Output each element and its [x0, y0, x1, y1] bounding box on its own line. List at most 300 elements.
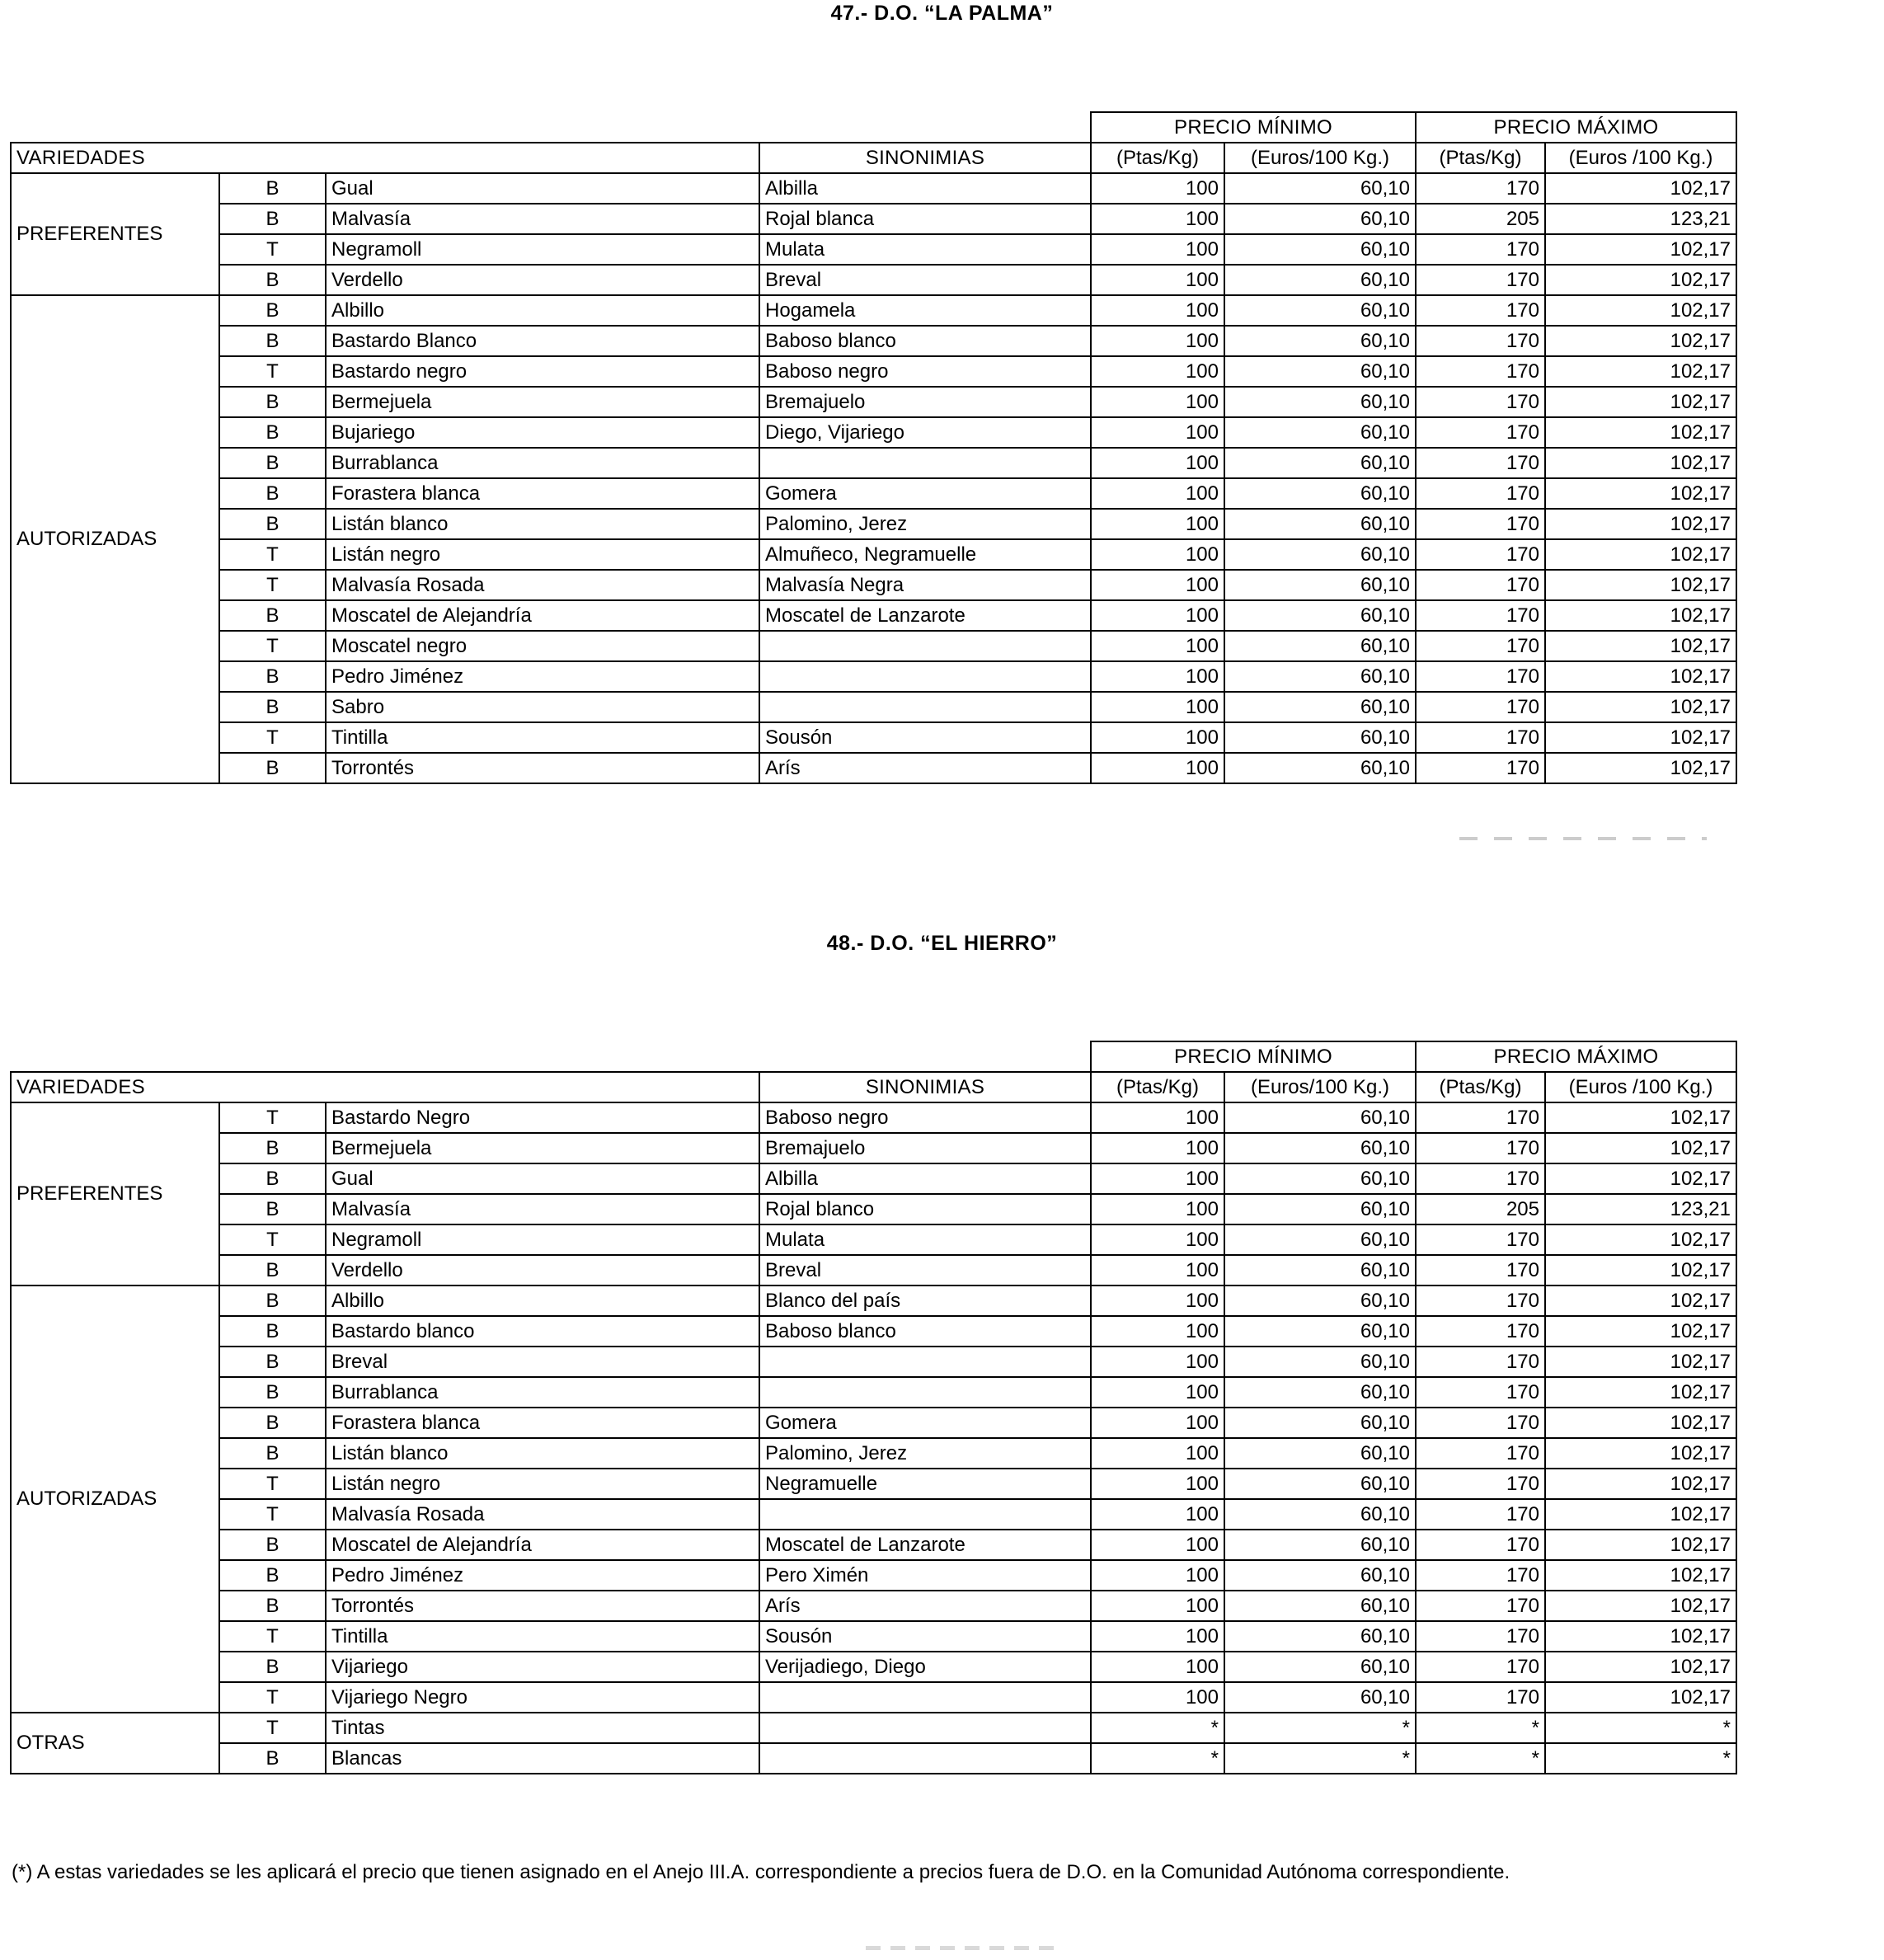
variety-synonym-cell: Arís — [759, 1591, 1091, 1621]
variety-type-cell: B — [219, 448, 326, 478]
min-price-ptas-cell: 100 — [1091, 1316, 1224, 1347]
min-price-ptas-cell: 100 — [1091, 1499, 1224, 1530]
min-price-euros-cell: 60,10 — [1224, 753, 1416, 783]
min-price-euros-cell: 60,10 — [1224, 265, 1416, 295]
table-2-column-header-row — [11, 1072, 1736, 1102]
max-price-ptas-cell: 170 — [1416, 356, 1545, 387]
table-row — [11, 356, 1736, 387]
variety-category-cell: AUTORIZADAS — [11, 1286, 219, 1713]
table-row — [11, 1713, 1736, 1743]
variety-name-cell: Torrontés — [326, 753, 759, 783]
variety-type-cell: T — [219, 1469, 326, 1499]
max-price-ptas-cell: 170 — [1416, 478, 1545, 509]
table-row — [11, 722, 1736, 753]
variety-type-cell: B — [219, 1408, 326, 1438]
min-price-euros-cell: 60,10 — [1224, 234, 1416, 265]
max-price-euros-cell: 102,17 — [1545, 1133, 1736, 1163]
min-price-ptas-cell: 100 — [1091, 1469, 1224, 1499]
max-price-euros-cell: 102,17 — [1545, 1224, 1736, 1255]
header-precio-maximo: PRECIO MÁXIMO — [1416, 112, 1736, 143]
max-price-euros-cell: 102,17 — [1545, 417, 1736, 448]
table-row — [11, 173, 1736, 204]
max-price-euros-cell: 123,21 — [1545, 1194, 1736, 1224]
max-price-euros-cell: 102,17 — [1545, 1163, 1736, 1194]
variety-name-cell: Breval — [326, 1347, 759, 1377]
variety-type-cell: B — [219, 1194, 326, 1224]
header-max-euros: (Euros /100 Kg.) — [1545, 1072, 1736, 1102]
variety-synonym-cell: Sousón — [759, 722, 1091, 753]
max-price-euros-cell: 102,17 — [1545, 326, 1736, 356]
variety-synonym-cell — [759, 448, 1091, 478]
table-row — [11, 1682, 1736, 1713]
max-price-euros-cell: 102,17 — [1545, 1347, 1736, 1377]
max-price-euros-cell: 102,17 — [1545, 753, 1736, 783]
table-row — [11, 1163, 1736, 1194]
table-row — [11, 1652, 1736, 1682]
variety-category-cell: PREFERENTES — [11, 173, 219, 295]
min-price-euros-cell: 60,10 — [1224, 1621, 1416, 1652]
min-price-ptas-cell: 100 — [1091, 1102, 1224, 1133]
max-price-euros-cell: 123,21 — [1545, 204, 1736, 234]
min-price-ptas-cell: 100 — [1091, 1621, 1224, 1652]
min-price-ptas-cell: 100 — [1091, 661, 1224, 692]
variety-name-cell: Verdello — [326, 1255, 759, 1286]
min-price-ptas-cell: 100 — [1091, 539, 1224, 570]
min-price-euros-cell: 60,10 — [1224, 1194, 1416, 1224]
max-price-ptas-cell: 170 — [1416, 387, 1545, 417]
max-price-euros-cell: * — [1545, 1743, 1736, 1774]
variety-type-cell: B — [219, 661, 326, 692]
price-table-el-hierro — [10, 1041, 1737, 1774]
max-price-euros-cell: 102,17 — [1545, 1286, 1736, 1316]
table-row — [11, 1499, 1736, 1530]
table-row — [11, 448, 1736, 478]
min-price-ptas-cell: 100 — [1091, 1652, 1224, 1682]
max-price-euros-cell: 102,17 — [1545, 448, 1736, 478]
variety-name-cell: Blancas — [326, 1743, 759, 1774]
min-price-euros-cell: 60,10 — [1224, 1316, 1416, 1347]
min-price-ptas-cell: 100 — [1091, 204, 1224, 234]
min-price-ptas-cell: 100 — [1091, 1194, 1224, 1224]
max-price-euros-cell: 102,17 — [1545, 1652, 1736, 1682]
scan-artifact — [1459, 837, 1707, 840]
max-price-ptas-cell: 170 — [1416, 1560, 1545, 1591]
variety-type-cell: B — [219, 1347, 326, 1377]
spacer-cell — [11, 112, 219, 143]
table-row — [11, 1621, 1736, 1652]
table-row — [11, 387, 1736, 417]
table-row — [11, 1438, 1736, 1469]
table-1-head — [11, 112, 1736, 173]
variety-name-cell: Sabro — [326, 692, 759, 722]
min-price-euros-cell: 60,10 — [1224, 1286, 1416, 1316]
variety-type-cell: B — [219, 1438, 326, 1469]
min-price-ptas-cell: 100 — [1091, 234, 1224, 265]
variety-synonym-cell — [759, 1682, 1091, 1713]
min-price-euros-cell: 60,10 — [1224, 1652, 1416, 1682]
variety-synonym-cell: Baboso negro — [759, 356, 1091, 387]
spacer-cell — [11, 1041, 219, 1072]
max-price-ptas-cell: 170 — [1416, 1682, 1545, 1713]
min-price-ptas-cell: 100 — [1091, 1438, 1224, 1469]
variety-name-cell: Tintas — [326, 1713, 759, 1743]
min-price-euros-cell: 60,10 — [1224, 1163, 1416, 1194]
max-price-euros-cell: 102,17 — [1545, 295, 1736, 326]
variety-name-cell: Torrontés — [326, 1591, 759, 1621]
table-row — [11, 509, 1736, 539]
variety-type-cell: T — [219, 1682, 326, 1713]
max-price-euros-cell: 102,17 — [1545, 1255, 1736, 1286]
variety-type-cell: B — [219, 509, 326, 539]
max-price-euros-cell: 102,17 — [1545, 478, 1736, 509]
max-price-euros-cell: 102,17 — [1545, 631, 1736, 661]
variety-name-cell: Listán negro — [326, 539, 759, 570]
max-price-euros-cell: 102,17 — [1545, 387, 1736, 417]
max-price-euros-cell: 102,17 — [1545, 1530, 1736, 1560]
spacer-cell — [326, 112, 759, 143]
variety-type-cell: B — [219, 1530, 326, 1560]
max-price-euros-cell: 102,17 — [1545, 1408, 1736, 1438]
max-price-ptas-cell: 170 — [1416, 417, 1545, 448]
table-1-title: 47.- D.O. “LA PALMA” — [830, 2, 1054, 25]
max-price-euros-cell: 102,17 — [1545, 570, 1736, 600]
min-price-ptas-cell: 100 — [1091, 1591, 1224, 1621]
max-price-ptas-cell: 170 — [1416, 1224, 1545, 1255]
max-price-euros-cell: 102,17 — [1545, 1682, 1736, 1713]
min-price-euros-cell: 60,10 — [1224, 1347, 1416, 1377]
min-price-euros-cell: 60,10 — [1224, 173, 1416, 204]
variety-name-cell: Listán blanco — [326, 1438, 759, 1469]
variety-category-cell: PREFERENTES — [11, 1102, 219, 1286]
variety-name-cell: Albillo — [326, 295, 759, 326]
variety-synonym-cell: Palomino, Jerez — [759, 1438, 1091, 1469]
min-price-ptas-cell: 100 — [1091, 387, 1224, 417]
variety-synonym-cell: Moscatel de Lanzarote — [759, 600, 1091, 631]
variety-synonym-cell: Baboso blanco — [759, 1316, 1091, 1347]
max-price-euros-cell: 102,17 — [1545, 356, 1736, 387]
min-price-ptas-cell: 100 — [1091, 417, 1224, 448]
variety-synonym-cell: Verijadiego, Diego — [759, 1652, 1091, 1682]
variety-type-cell: B — [219, 1286, 326, 1316]
min-price-ptas-cell: * — [1091, 1713, 1224, 1743]
min-price-euros-cell: 60,10 — [1224, 295, 1416, 326]
header-variedades: VARIEDADES — [11, 143, 759, 173]
max-price-ptas-cell: * — [1416, 1743, 1545, 1774]
min-price-euros-cell: 60,10 — [1224, 600, 1416, 631]
variety-synonym-cell: Hogamela — [759, 295, 1091, 326]
variety-synonym-cell: Bremajuelo — [759, 387, 1091, 417]
min-price-euros-cell: 60,10 — [1224, 417, 1416, 448]
variety-name-cell: Bastardo blanco — [326, 1316, 759, 1347]
variety-type-cell: B — [219, 1316, 326, 1347]
min-price-ptas-cell: 100 — [1091, 356, 1224, 387]
min-price-euros-cell: 60,10 — [1224, 539, 1416, 570]
header-sinonimias: SINONIMIAS — [759, 143, 1091, 173]
variety-name-cell: Listán blanco — [326, 509, 759, 539]
variety-synonym-cell: Rojal blanca — [759, 204, 1091, 234]
variety-type-cell: B — [219, 1163, 326, 1194]
variety-name-cell: Verdello — [326, 265, 759, 295]
variety-synonym-cell — [759, 661, 1091, 692]
table-2-group-header-row — [11, 1041, 1736, 1072]
table-row — [11, 1743, 1736, 1774]
max-price-ptas-cell: 170 — [1416, 753, 1545, 783]
scan-artifact — [866, 1946, 1055, 1950]
max-price-ptas-cell: 205 — [1416, 1194, 1545, 1224]
table-row — [11, 326, 1736, 356]
min-price-euros-cell: 60,10 — [1224, 1682, 1416, 1713]
variety-type-cell: T — [219, 570, 326, 600]
min-price-euros-cell: 60,10 — [1224, 661, 1416, 692]
variety-name-cell: Malvasía Rosada — [326, 570, 759, 600]
variety-synonym-cell: Baboso negro — [759, 1102, 1091, 1133]
variety-type-cell: T — [219, 722, 326, 753]
table-row — [11, 1316, 1736, 1347]
variety-type-cell: T — [219, 1713, 326, 1743]
min-price-euros-cell: 60,10 — [1224, 1102, 1416, 1133]
min-price-ptas-cell: 100 — [1091, 448, 1224, 478]
variety-name-cell: Bujariego — [326, 417, 759, 448]
min-price-euros-cell: 60,10 — [1224, 1408, 1416, 1438]
max-price-ptas-cell: 170 — [1416, 1621, 1545, 1652]
min-price-euros-cell: 60,10 — [1224, 1133, 1416, 1163]
max-price-euros-cell: 102,17 — [1545, 1102, 1736, 1133]
price-table-la-palma — [10, 111, 1737, 784]
variety-synonym-cell: Diego, Vijariego — [759, 417, 1091, 448]
table-row — [11, 417, 1736, 448]
variety-synonym-cell: Moscatel de Lanzarote — [759, 1530, 1091, 1560]
variety-synonym-cell: Palomino, Jerez — [759, 509, 1091, 539]
table-1-body — [11, 173, 1736, 783]
table-row — [11, 295, 1736, 326]
table-row — [11, 539, 1736, 570]
variety-name-cell: Bermejuela — [326, 1133, 759, 1163]
max-price-ptas-cell: 170 — [1416, 539, 1545, 570]
table-1-column-header-row — [11, 143, 1736, 173]
variety-name-cell: Malvasía — [326, 1194, 759, 1224]
header-min-ptas: (Ptas/Kg) — [1091, 1072, 1224, 1102]
variety-type-cell: B — [219, 417, 326, 448]
table-row — [11, 1560, 1736, 1591]
spacer-cell — [219, 1041, 326, 1072]
variety-type-cell: B — [219, 1743, 326, 1774]
variety-type-cell: B — [219, 204, 326, 234]
max-price-euros-cell: 102,17 — [1545, 1499, 1736, 1530]
variety-name-cell: Bermejuela — [326, 387, 759, 417]
min-price-euros-cell: 60,10 — [1224, 1377, 1416, 1408]
variety-type-cell: B — [219, 387, 326, 417]
header-min-euros: (Euros/100 Kg.) — [1224, 143, 1416, 173]
max-price-euros-cell: 102,17 — [1545, 1560, 1736, 1591]
variety-synonym-cell: Arís — [759, 753, 1091, 783]
min-price-euros-cell: 60,10 — [1224, 722, 1416, 753]
header-sinonimias: SINONIMIAS — [759, 1072, 1091, 1102]
variety-synonym-cell: Mulata — [759, 1224, 1091, 1255]
min-price-ptas-cell: * — [1091, 1743, 1224, 1774]
variety-synonym-cell: Gomera — [759, 1408, 1091, 1438]
header-min-ptas: (Ptas/Kg) — [1091, 143, 1224, 173]
min-price-euros-cell: * — [1224, 1713, 1416, 1743]
variety-name-cell: Moscatel negro — [326, 631, 759, 661]
min-price-euros-cell: 60,10 — [1224, 570, 1416, 600]
max-price-euros-cell: 102,17 — [1545, 661, 1736, 692]
table-row — [11, 600, 1736, 631]
variety-type-cell: B — [219, 692, 326, 722]
variety-synonym-cell: Breval — [759, 1255, 1091, 1286]
variety-type-cell: B — [219, 265, 326, 295]
min-price-euros-cell: * — [1224, 1743, 1416, 1774]
variety-synonym-cell: Blanco del país — [759, 1286, 1091, 1316]
header-max-euros: (Euros /100 Kg.) — [1545, 143, 1736, 173]
min-price-euros-cell: 60,10 — [1224, 1530, 1416, 1560]
min-price-euros-cell: 60,10 — [1224, 1499, 1416, 1530]
max-price-euros-cell: 102,17 — [1545, 722, 1736, 753]
table-row — [11, 1347, 1736, 1377]
max-price-euros-cell: 102,17 — [1545, 1591, 1736, 1621]
max-price-ptas-cell: 170 — [1416, 600, 1545, 631]
max-price-ptas-cell: 170 — [1416, 295, 1545, 326]
min-price-ptas-cell: 100 — [1091, 1133, 1224, 1163]
table-row — [11, 1255, 1736, 1286]
min-price-ptas-cell: 100 — [1091, 600, 1224, 631]
max-price-ptas-cell: 170 — [1416, 1163, 1545, 1194]
max-price-euros-cell: 102,17 — [1545, 1438, 1736, 1469]
variety-name-cell: Burrablanca — [326, 448, 759, 478]
min-price-ptas-cell: 100 — [1091, 1408, 1224, 1438]
variety-type-cell: B — [219, 1591, 326, 1621]
header-precio-minimo: PRECIO MÍNIMO — [1091, 1041, 1416, 1072]
min-price-ptas-cell: 100 — [1091, 173, 1224, 204]
variety-name-cell: Bastardo negro — [326, 356, 759, 387]
max-price-ptas-cell: 170 — [1416, 1133, 1545, 1163]
variety-synonym-cell — [759, 1743, 1091, 1774]
max-price-ptas-cell: 170 — [1416, 234, 1545, 265]
min-price-ptas-cell: 100 — [1091, 570, 1224, 600]
header-precio-maximo: PRECIO MÁXIMO — [1416, 1041, 1736, 1072]
header-max-ptas: (Ptas/Kg) — [1416, 143, 1545, 173]
min-price-euros-cell: 60,10 — [1224, 204, 1416, 234]
max-price-euros-cell: 102,17 — [1545, 1621, 1736, 1652]
max-price-euros-cell: 102,17 — [1545, 509, 1736, 539]
variety-type-cell: T — [219, 1621, 326, 1652]
max-price-ptas-cell: 170 — [1416, 1286, 1545, 1316]
variety-type-cell: B — [219, 600, 326, 631]
max-price-euros-cell: 102,17 — [1545, 1316, 1736, 1347]
max-price-ptas-cell: 170 — [1416, 1102, 1545, 1133]
min-price-euros-cell: 60,10 — [1224, 1560, 1416, 1591]
variety-synonym-cell — [759, 1499, 1091, 1530]
min-price-ptas-cell: 100 — [1091, 1377, 1224, 1408]
variety-synonym-cell: Albilla — [759, 1163, 1091, 1194]
max-price-ptas-cell: 170 — [1416, 1255, 1545, 1286]
header-max-ptas: (Ptas/Kg) — [1416, 1072, 1545, 1102]
min-price-euros-cell: 60,10 — [1224, 631, 1416, 661]
variety-type-cell: B — [219, 295, 326, 326]
max-price-ptas-cell: 170 — [1416, 1316, 1545, 1347]
variety-type-cell: B — [219, 753, 326, 783]
variety-synonym-cell: Pero Ximén — [759, 1560, 1091, 1591]
max-price-euros-cell: 102,17 — [1545, 234, 1736, 265]
table-row — [11, 692, 1736, 722]
min-price-ptas-cell: 100 — [1091, 1255, 1224, 1286]
max-price-euros-cell: 102,17 — [1545, 173, 1736, 204]
variety-synonym-cell: Rojal blanco — [759, 1194, 1091, 1224]
min-price-ptas-cell: 100 — [1091, 1286, 1224, 1316]
min-price-euros-cell: 60,10 — [1224, 1469, 1416, 1499]
variety-synonym-cell: Baboso blanco — [759, 326, 1091, 356]
variety-name-cell: Albillo — [326, 1286, 759, 1316]
table-2-container — [10, 1041, 1737, 1774]
variety-name-cell: Vijariego Negro — [326, 1682, 759, 1713]
min-price-ptas-cell: 100 — [1091, 1560, 1224, 1591]
max-price-ptas-cell: 170 — [1416, 631, 1545, 661]
min-price-ptas-cell: 100 — [1091, 326, 1224, 356]
variety-category-cell: AUTORIZADAS — [11, 295, 219, 783]
variety-name-cell: Forastera blanca — [326, 478, 759, 509]
footnote-asterisk: (*) A estas variedades se les aplicará el precio que tienen asignado en el Anejo III.A. correspondiente a precios fuera de D.O. en la Comunidad Autónoma correspondiente. — [12, 1861, 1510, 1883]
min-price-ptas-cell: 100 — [1091, 509, 1224, 539]
min-price-euros-cell: 60,10 — [1224, 1438, 1416, 1469]
variety-name-cell: Malvasía Rosada — [326, 1499, 759, 1530]
max-price-ptas-cell: 170 — [1416, 509, 1545, 539]
variety-name-cell: Pedro Jiménez — [326, 661, 759, 692]
max-price-ptas-cell: * — [1416, 1713, 1545, 1743]
variety-name-cell: Pedro Jiménez — [326, 1560, 759, 1591]
max-price-ptas-cell: 170 — [1416, 722, 1545, 753]
table-row — [11, 204, 1736, 234]
min-price-euros-cell: 60,10 — [1224, 356, 1416, 387]
max-price-ptas-cell: 170 — [1416, 448, 1545, 478]
spacer-cell — [326, 1041, 759, 1072]
min-price-ptas-cell: 100 — [1091, 295, 1224, 326]
table-row — [11, 1102, 1736, 1133]
table-row — [11, 1224, 1736, 1255]
min-price-euros-cell: 60,10 — [1224, 1255, 1416, 1286]
max-price-ptas-cell: 170 — [1416, 326, 1545, 356]
variety-type-cell: B — [219, 1255, 326, 1286]
variety-synonym-cell: Malvasía Negra — [759, 570, 1091, 600]
variety-name-cell: Malvasía — [326, 204, 759, 234]
variety-synonym-cell: Gomera — [759, 478, 1091, 509]
table-row — [11, 1408, 1736, 1438]
table-row — [11, 1377, 1736, 1408]
min-price-euros-cell: 60,10 — [1224, 326, 1416, 356]
variety-name-cell: Moscatel de Alejandría — [326, 1530, 759, 1560]
variety-type-cell: T — [219, 234, 326, 265]
variety-synonym-cell — [759, 692, 1091, 722]
max-price-ptas-cell: 170 — [1416, 1469, 1545, 1499]
max-price-ptas-cell: 170 — [1416, 1347, 1545, 1377]
min-price-ptas-cell: 100 — [1091, 1224, 1224, 1255]
min-price-ptas-cell: 100 — [1091, 722, 1224, 753]
min-price-euros-cell: 60,10 — [1224, 692, 1416, 722]
max-price-ptas-cell: 205 — [1416, 204, 1545, 234]
min-price-ptas-cell: 100 — [1091, 265, 1224, 295]
min-price-ptas-cell: 100 — [1091, 1347, 1224, 1377]
variety-name-cell: Moscatel de Alejandría — [326, 600, 759, 631]
max-price-ptas-cell: 170 — [1416, 1438, 1545, 1469]
variety-name-cell: Listán negro — [326, 1469, 759, 1499]
min-price-ptas-cell: 100 — [1091, 753, 1224, 783]
variety-synonym-cell: Almuñeco, Negramuelle — [759, 539, 1091, 570]
table-row — [11, 753, 1736, 783]
min-price-ptas-cell: 100 — [1091, 1682, 1224, 1713]
max-price-ptas-cell: 170 — [1416, 1377, 1545, 1408]
table-2-title: 48.- D.O. “EL HIERRO” — [826, 932, 1058, 955]
max-price-euros-cell: 102,17 — [1545, 1469, 1736, 1499]
variety-synonym-cell: Bremajuelo — [759, 1133, 1091, 1163]
max-price-euros-cell: 102,17 — [1545, 600, 1736, 631]
